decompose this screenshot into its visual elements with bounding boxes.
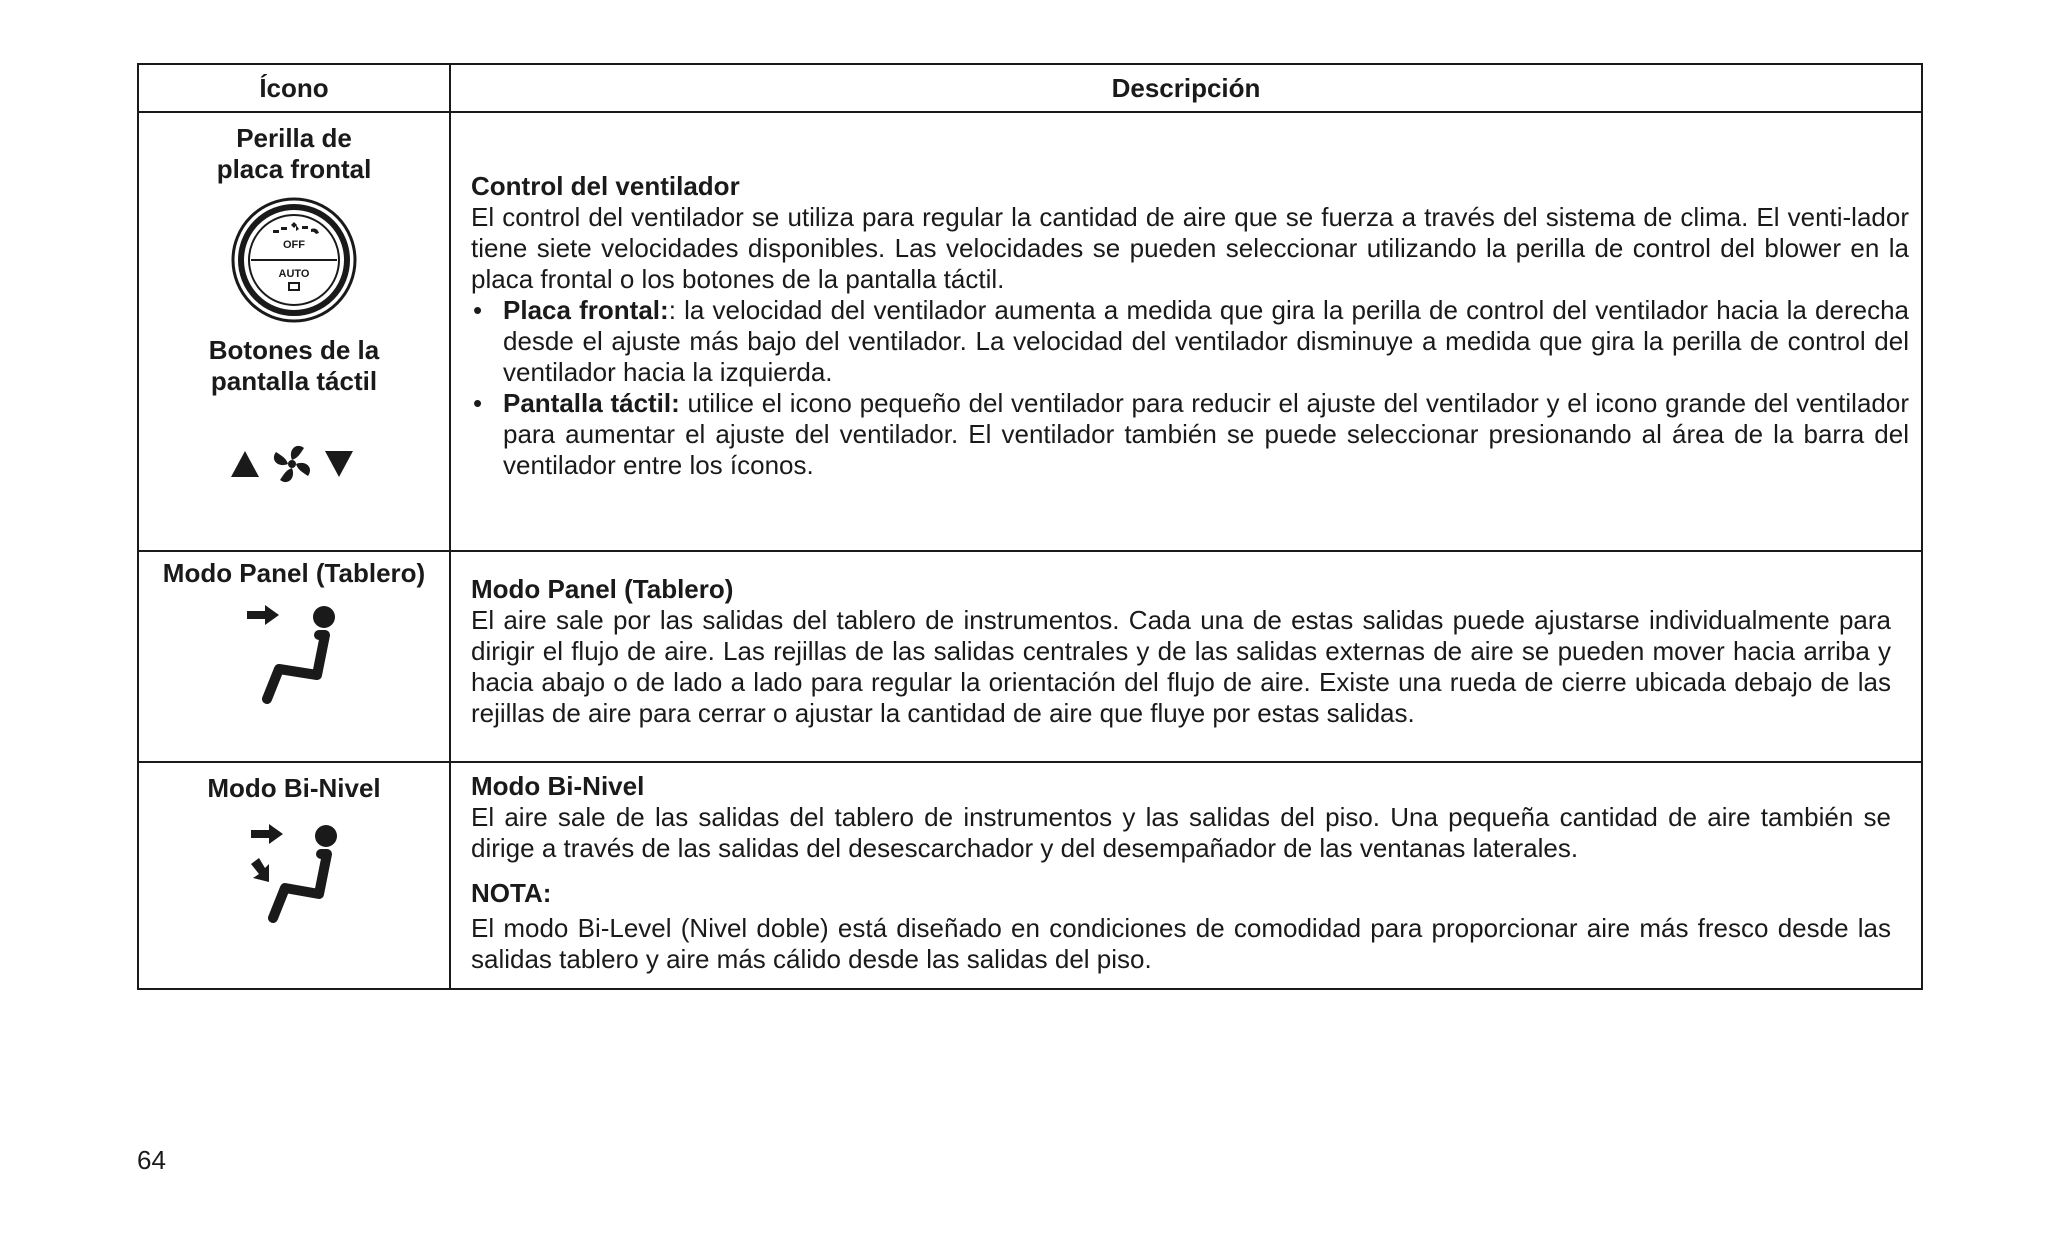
fan-control-title: Control del ventilador [471, 171, 740, 201]
note-label: NOTA: [471, 878, 552, 908]
knob-off-label: OFF [283, 239, 305, 251]
page-number: 64 [137, 1145, 166, 1175]
icon-label-bi-level-mode: Modo Bi-Nivel [207, 773, 381, 803]
icon-label-touchscreen-buttons: Botones de la pantalla táctil [208, 335, 380, 396]
panel-mode-title: Modo Panel (Tablero) [471, 574, 734, 604]
panel-mode-body: El aire sale por las salidas del tablero de instrumentos. Cada una de estas salidas puede ajustarse individualmente para dirigir el flujo de aire. Las rejillas de las salidas centrales y de las salidas externas de aire se pueden mover hacia arriba y hacia abajo o de lado a lado para regular la orientación del flujo de aire. Existe una rueda de cierre ubicada debajo de las rejillas de aire para cerrar o ajustar la cantidad de aire que fluye por estas salidas. [471, 605, 1891, 728]
fan-control-bullets [471, 295, 1909, 481]
icon-label-faceplate-knob: Perilla de placa frontal [216, 123, 372, 184]
bullet-text-faceplate: : la velocidad del ventilador aumenta a medida que gira la perilla de control del ventilador hacia la derecha desde el ajuste más bajo del ventilador. La velocidad del ventilador disminuye a medida que gira la perilla de control del ventilador hacia la izquierda. [503, 295, 1909, 387]
list-item [503, 388, 1909, 481]
fan-knob-icon [229, 195, 359, 325]
desc-cell-bi-level-mode [450, 762, 1922, 989]
note-text: El modo Bi-Level (Nivel doble) está diseñado en condiciones de comodidad para proporcionar aire más fresco desde las salidas tablero y aire más cálido desde las salidas del piso. [471, 913, 1891, 974]
header-icon: Ícono [138, 64, 450, 112]
table-row [138, 762, 1922, 989]
header-description: Descripción [450, 64, 1922, 112]
desc-cell-fan-control [450, 112, 1922, 551]
bi-level-body: El aire sale de las salidas del tablero de instrumentos y las salidas del piso. Una pequeña cantidad de aire también se dirige a través de las salidas del desescarchador y del desempañador de las ventanas laterales. [471, 802, 1891, 863]
bi-level-title: Modo Bi-Nivel [471, 771, 645, 801]
icon-cell-fan-control [138, 112, 450, 551]
bi-level-mode-icon [229, 818, 359, 928]
icon-cell-panel-mode [138, 551, 450, 762]
table-header-row [138, 64, 1922, 112]
icon-cell-bi-level-mode [138, 762, 450, 989]
desc-cell-panel-mode [450, 551, 1922, 762]
table-row [138, 551, 1922, 762]
fan-up-down-icon [229, 433, 359, 483]
bullet-label-faceplate: Placa frontal: [503, 295, 669, 325]
list-item [503, 295, 1909, 388]
panel-mode-icon [229, 597, 359, 707]
icon-label-panel-mode: Modo Panel (Tablero) [162, 558, 426, 588]
bullet-label-touchscreen: Pantalla táctil: [503, 388, 680, 418]
bullet-text-touchscreen: utilice el icono pequeño del ventilador para reducir el ajuste del ventilador y el icono grande del ventilador para aumentar el ajuste del ventilador. El ventilador también se puede seleccionar presionando al área de la barra del ventilador entre los íconos. [503, 388, 1909, 480]
icon-description-table [137, 63, 1923, 990]
table-row [138, 112, 1922, 551]
knob-auto-label: AUTO [278, 268, 310, 280]
fan-control-body: El control del ventilador se utiliza para regular la cantidad de aire que se fuerza a través del sistema de clima. El venti-lador tiene siete velocidades disponibles. Las velocidades se pueden seleccionar utilizando la perilla de control del blower en la placa frontal o los botones de la pantalla táctil. [471, 202, 1909, 294]
